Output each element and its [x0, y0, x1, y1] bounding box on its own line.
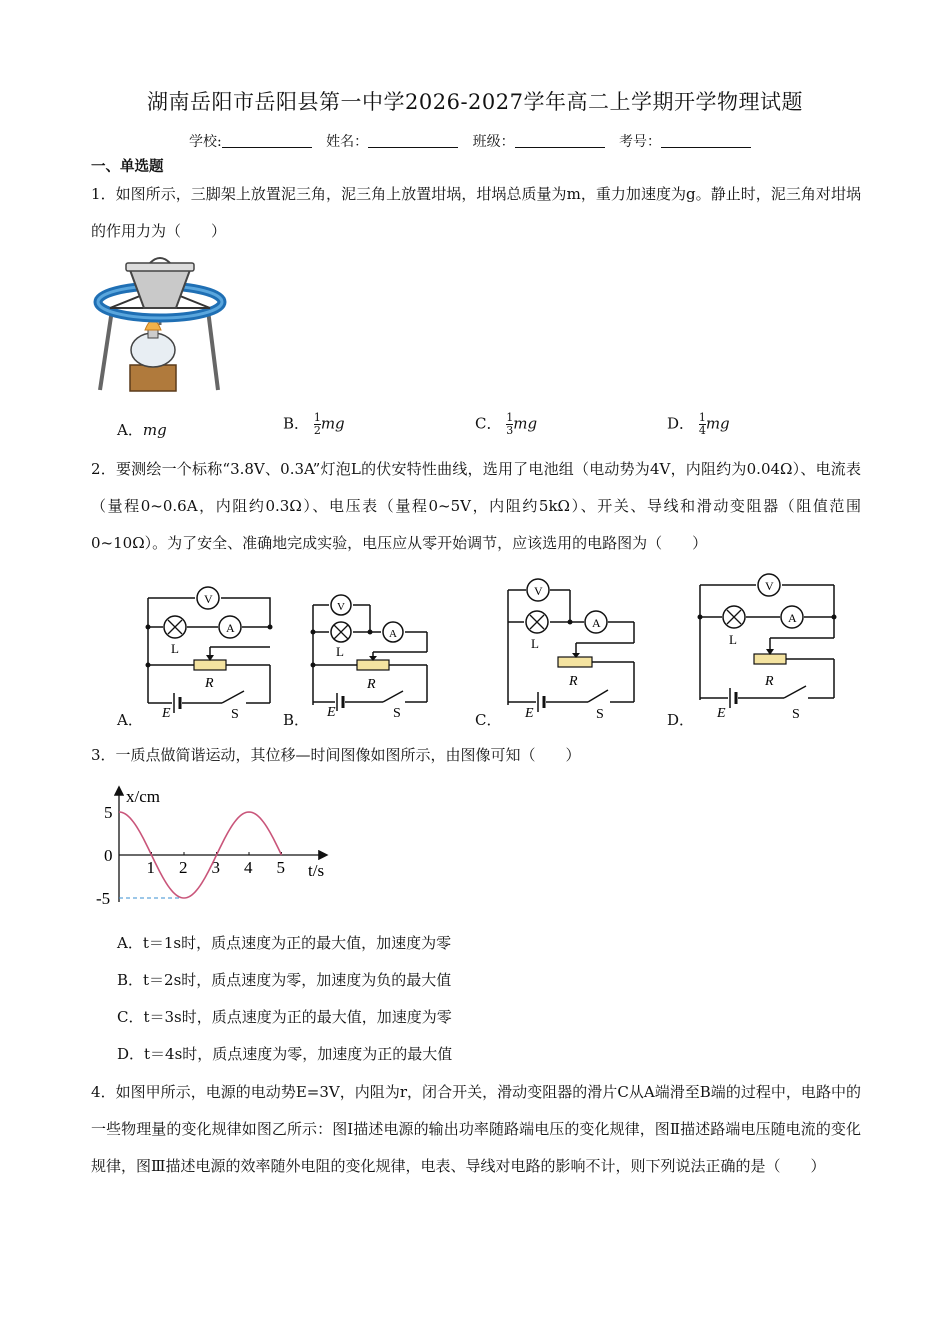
lamp-label: L — [171, 641, 179, 656]
ammeter-label: A — [788, 611, 797, 625]
x-tick-label-2: 2 — [179, 858, 188, 877]
voltmeter-label: V — [534, 584, 543, 598]
q1-option-b[interactable]: B． $\frac{1}{2}$ mg — [283, 411, 345, 437]
displacement-time-chart — [90, 782, 350, 912]
x-tick-label-4: 4 — [244, 858, 253, 877]
q1-option-d[interactable]: D． $\frac{1}{4}$ mg — [667, 411, 730, 437]
q3-option-d[interactable]: D．t＝4s时，质点速度为零，加速度为正的最大值 — [117, 1045, 453, 1063]
voltmeter-label: V — [765, 579, 774, 593]
q3-option-a[interactable]: A．t＝1s时，质点速度为正的最大值，加速度为零 — [117, 934, 452, 952]
lamp-label: L — [729, 632, 737, 647]
q3-option-c[interactable]: C．t＝3s时，质点速度为正的最大值，加速度为零 — [117, 1008, 452, 1026]
switch-label: S — [792, 707, 800, 720]
question-4-text: 4．如图甲所示，电源的电动势E=3V，内阻为r，闭合开关，滑动变阻器的滑片C从A端滑至B端的过程中，电路中的一些物理量的变化规律如图乙所示：图Ⅰ描述电源的输出功率随路端电压的变化规律，图Ⅱ描述路端电压随电流的变化规律，图Ⅲ描述电源的效率随外电阻的变化规律，电表、导线对电路的影响不计，则下列说法正确的是（ ） — [91, 1083, 861, 1175]
battery-label: E — [525, 706, 534, 720]
circuit-diagram-d — [692, 570, 842, 720]
q2-option-a[interactable]: A． — [117, 711, 143, 729]
rheostat-label: R — [765, 674, 774, 689]
q2-option-b[interactable]: B． — [283, 711, 310, 729]
switch-label: S — [393, 706, 401, 720]
circuit-diagram-a — [140, 585, 275, 720]
question-2-text: 2．要测绘一个标称“3.8V、0.3A”灯泡L的伏安特性曲线，选用了电池组（电动势为4V，内阻约为0.04Ω）、电流表（量程0~0.6A，内阻约0.3Ω）、电压表（量程0~5V，内阻约5kΩ）、开关、导线和滑动变阻器（阻值范围0~10Ω）。为了安全、准确地完成实验，电压应从零开始调节，应该选用的电路图为（ ） — [91, 460, 861, 552]
crucible-tripod-figure — [90, 250, 230, 395]
lamp-label: L — [336, 644, 344, 659]
class-blank — [515, 133, 605, 148]
lamp-label: L — [531, 636, 539, 651]
x-tick-label-5: 5 — [276, 858, 285, 877]
y-tick-label-0: 0 — [104, 846, 113, 865]
number-label: 考号： — [619, 134, 662, 150]
name-blank — [368, 133, 458, 148]
voltmeter-label: V — [204, 592, 213, 606]
class-label: 班级： — [472, 134, 515, 150]
question-3-text: 3．一质点做简谐运动，其位移—时间图像如图所示，由图像可知（ ） — [91, 746, 581, 764]
switch-label: S — [596, 707, 604, 720]
ammeter-label: A — [592, 616, 601, 630]
y-tick-label--5: -5 — [96, 889, 111, 908]
ammeter-label: A — [389, 628, 397, 640]
q2-option-d[interactable]: D． — [667, 711, 695, 729]
circuit-diagram-c — [498, 575, 643, 720]
voltmeter-label: V — [337, 601, 345, 613]
q3-option-b[interactable]: B．t＝2s时，质点速度为零，加速度为负的最大值 — [117, 971, 452, 989]
y-tick-label-5: 5 — [104, 803, 113, 822]
q1-option-c[interactable]: C． $\frac{1}{3}$ mg — [475, 411, 538, 437]
battery-label: E — [327, 705, 336, 720]
battery-label: E — [717, 706, 726, 720]
section-heading: 一、单选题 — [91, 159, 164, 175]
q3-options — [117, 925, 452, 1073]
rheostat-label: R — [569, 674, 578, 689]
ammeter-label: A — [226, 621, 235, 635]
school-label: 学校: — [188, 134, 222, 150]
battery-label: E — [162, 706, 171, 720]
page-title: 湖南岳阳市岳阳县第一中学2026-2027学年高二上学期开学物理试题 — [147, 90, 803, 114]
number-blank — [661, 133, 751, 148]
q1-option-a[interactable]: A．mg — [117, 421, 167, 439]
x-tick-label-3: 3 — [211, 858, 220, 877]
x-axis-label: t/s — [308, 861, 325, 880]
student-info-line — [0, 131, 950, 151]
rheostat-label: R — [367, 677, 376, 692]
school-blank — [222, 133, 312, 148]
switch-label: S — [231, 707, 239, 720]
q2-option-c[interactable]: C． — [475, 711, 502, 729]
x-tick-label-1: 1 — [146, 858, 155, 877]
name-label: 姓名： — [326, 134, 369, 150]
question-1-text: 1．如图所示，三脚架上放置泥三角，泥三角上放置坩埚，坩埚总质量为m，重力加速度为g。静止时，泥三角对坩埚的作用力为（ ） — [91, 185, 861, 240]
circuit-diagram-b — [305, 590, 440, 720]
y-axis-label: x/cm — [126, 787, 160, 806]
rheostat-label: R — [205, 676, 214, 691]
